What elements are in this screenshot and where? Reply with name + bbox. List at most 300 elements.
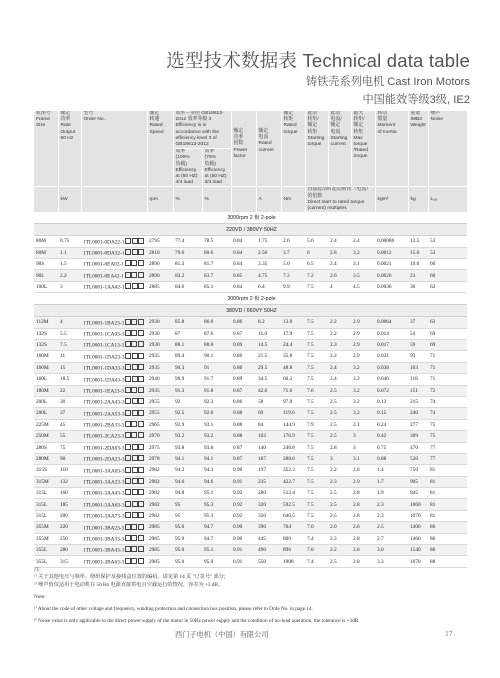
cell-value: 2890 [149, 272, 160, 279]
cell-value: 2965 [149, 421, 160, 428]
cell-value: 445 [258, 535, 266, 542]
cell-value: 2982 [149, 512, 160, 519]
table-cell [351, 328, 375, 339]
cell-value: 5.6 [307, 238, 314, 245]
order-code-placeholder-box [125, 524, 131, 530]
cell-value: 71 [430, 376, 436, 383]
table-cell [202, 476, 231, 487]
cell-value: 95.0 [175, 535, 185, 542]
table-cell [281, 522, 305, 533]
table-cell [173, 431, 202, 442]
cell-value: 55 [60, 433, 66, 440]
table-cell [58, 385, 81, 396]
table-cell [256, 499, 281, 510]
table-cell [351, 270, 375, 281]
cell-value: 95.1 [204, 490, 214, 497]
table-cell [305, 408, 328, 419]
table-cell [58, 419, 81, 430]
cell-value: 97.0 [283, 399, 293, 406]
cell-value: 84 [258, 421, 264, 428]
cell-value: 2810 [149, 249, 160, 256]
cell-value: 95.3 [204, 501, 214, 508]
cell-value: 355L [36, 547, 48, 554]
cell-value: 160 [60, 490, 68, 497]
cell-value: 90.1 [204, 353, 214, 360]
table-cell [428, 510, 467, 521]
cell-value: 71.6 [283, 387, 293, 394]
cell-value: 280S [36, 444, 47, 451]
table-cell [173, 556, 202, 567]
cell-value: 0.86 [233, 319, 243, 326]
cell-value: 355M [36, 535, 49, 542]
table-cell [147, 476, 173, 487]
cell-value: 2935 [149, 364, 160, 371]
table-cell [231, 442, 256, 453]
table-cell [173, 522, 202, 533]
table-cell [34, 351, 58, 362]
table-cell [351, 533, 375, 544]
table-cell [351, 556, 375, 567]
table-cell [375, 328, 408, 339]
table-cell [408, 545, 428, 556]
table-cell [58, 556, 81, 567]
cell-value: 88.1 [175, 342, 185, 349]
cell-value: 81 [430, 501, 436, 508]
table-cell [281, 351, 305, 362]
col-efficiency-three-quarter-load: 效率 (75% 负载) Efficiency at (50 HZ) 3/4 load [202, 149, 231, 187]
cell-value: 520 [410, 455, 418, 462]
unit-cell: % [202, 187, 231, 212]
order-code-placeholder-box [138, 558, 144, 564]
table-cell [231, 431, 256, 442]
cell-value: 2985 [149, 558, 160, 565]
table-cell [328, 488, 351, 499]
table-cell [281, 259, 305, 270]
order-code-placeholder-box [125, 489, 131, 495]
cell-value: 0.85 [233, 272, 243, 279]
cell-value: 88.8 [204, 342, 214, 349]
table-cell [81, 317, 147, 328]
cell-value: 92 [175, 399, 181, 406]
cell-value: 94.7 [204, 535, 214, 542]
table-cell [173, 247, 202, 258]
table-cell [231, 545, 256, 556]
technical-data-table [34, 111, 468, 568]
table-cell [305, 362, 328, 373]
cell-value: 86.6 [204, 319, 214, 326]
table-cell [256, 431, 281, 442]
table-cell [173, 476, 202, 487]
table-cell [375, 488, 408, 499]
table-cell [281, 488, 305, 499]
table-cell [58, 247, 81, 258]
table-cell [256, 442, 281, 453]
table-cell [58, 431, 81, 442]
cell-value: 78.5 [204, 238, 214, 245]
cell-value: 86 [430, 524, 436, 531]
table-cell [351, 362, 375, 373]
table-cell [428, 270, 467, 281]
cell-value: 0.90 [233, 535, 243, 542]
cell-value: 90S [36, 261, 45, 268]
table-cell [351, 499, 375, 510]
cell-value: 91.8 [204, 387, 214, 394]
table-cell [305, 385, 328, 396]
table-cell [58, 259, 81, 270]
cell-value: 1.9 [377, 490, 384, 497]
cell-value: 3.2 [353, 399, 360, 406]
table-cell [305, 247, 328, 258]
table-cell [328, 396, 351, 407]
table-cell [58, 281, 81, 292]
cell-value: 180M [36, 387, 49, 394]
cell-value: 1TL0001-3BA43-3 [83, 547, 125, 554]
table-cell [305, 339, 328, 350]
cell-value: 2885 [149, 283, 160, 290]
table-cell [428, 533, 467, 544]
cell-value: 0.75 [60, 238, 70, 245]
cell-value: 1TL0001-3BA33-3 [83, 536, 125, 543]
table-cell [328, 465, 351, 476]
cell-value: 2890 [149, 261, 160, 268]
order-code-placeholder-box [131, 535, 137, 541]
col-weight: 重量 IMB3 Weight [408, 111, 428, 187]
cell-value: 2795 [149, 238, 160, 245]
table-cell [281, 499, 305, 510]
table-cell [428, 236, 467, 247]
section-voltage: 380VD / 660VY 50HZ [34, 305, 467, 317]
cell-value: 69 [430, 330, 436, 337]
table-cell [147, 488, 173, 499]
table-cell [256, 339, 281, 350]
table-cell [147, 362, 173, 373]
table-cell [34, 510, 58, 521]
cell-value: 225M [36, 421, 49, 428]
table-cell [351, 247, 375, 258]
table-cell [375, 270, 408, 281]
cell-value: 0.89 [233, 342, 243, 349]
cell-value: 2.5 [330, 512, 337, 519]
cell-value: 95.0 [175, 547, 185, 554]
table-cell [281, 465, 305, 476]
cell-value: 1TL0001-3AA43-3 [83, 490, 125, 497]
cell-value: 7.5 [307, 455, 314, 462]
table-cell [375, 556, 408, 567]
cell-value: 7.5 [307, 467, 314, 474]
order-code-placeholder-box [138, 535, 144, 541]
cell-value: 1TL0001-3BA23-3 [83, 525, 125, 532]
table-cell [34, 236, 58, 247]
cell-value: 315L [36, 512, 48, 519]
table-cell [34, 488, 58, 499]
cell-value: 2982 [149, 490, 160, 497]
table-cell [231, 351, 256, 362]
cell-value: 2.6 [353, 524, 360, 531]
table-cell [81, 556, 147, 567]
table-cell [147, 545, 173, 556]
table-cell [281, 419, 305, 430]
table-cell [408, 351, 428, 362]
table-cell [351, 488, 375, 499]
cell-value: 0.91 [233, 478, 243, 485]
cell-value: 0.046 [377, 376, 389, 383]
cell-value: 2.2 [330, 330, 337, 337]
table-cell [147, 317, 173, 328]
table-cell [281, 476, 305, 487]
cell-value: 1070 [410, 512, 421, 519]
cell-value: 6.4 [258, 283, 265, 290]
table-row [34, 408, 467, 419]
cell-value: 2955 [149, 410, 160, 417]
cell-value: 102 [258, 433, 266, 440]
cell-value: 88 [430, 558, 436, 565]
table-cell [281, 453, 305, 464]
cell-value: 94.8 [175, 490, 185, 497]
cell-value: 470 [410, 444, 418, 451]
table-cell [173, 259, 202, 270]
table-cell [305, 465, 328, 476]
cell-value: 390 [258, 524, 266, 531]
cell-value: 309 [410, 433, 418, 440]
table-cell [428, 374, 467, 385]
table-cell [375, 510, 408, 521]
cell-value: 2985 [149, 524, 160, 531]
cell-value: 37 [60, 410, 66, 417]
cell-value: 905 [410, 478, 418, 485]
table-cell [351, 351, 375, 362]
cell-value: 2.50 [258, 249, 268, 256]
order-code-placeholder-box [125, 283, 131, 289]
order-code-placeholder-box [125, 238, 131, 244]
cell-value: 11 [60, 353, 66, 360]
table-cell [147, 510, 173, 521]
cell-value: 1008 [283, 558, 294, 565]
cell-value: 69 [430, 342, 436, 349]
table-cell [34, 556, 58, 567]
cell-value: 3.0 [377, 547, 384, 554]
table-cell [428, 442, 467, 453]
cell-value: 2.6 [353, 467, 360, 474]
cell-value: 91 [204, 364, 210, 371]
order-code-placeholder-box [131, 319, 137, 325]
cell-value: 19.0 [410, 261, 420, 268]
cell-value: 197 [258, 467, 266, 474]
cell-value: 2.6 [330, 272, 337, 279]
cell-value: 48.8 [283, 364, 293, 371]
cell-value: 315S [36, 467, 47, 474]
cell-value: 42.0 [258, 387, 268, 394]
order-code-placeholder-box [125, 341, 131, 347]
table-cell [351, 259, 375, 270]
table-cell [58, 408, 81, 419]
cell-value: 2.3 [377, 501, 384, 508]
table-cell [328, 453, 351, 464]
table-cell [81, 281, 147, 292]
order-code-placeholder-box [131, 330, 137, 336]
table-cell [256, 522, 281, 533]
table-cell [428, 328, 467, 339]
table-cell [81, 499, 147, 510]
table-cell [375, 499, 408, 510]
table-cell [58, 236, 81, 247]
table-cell [256, 510, 281, 521]
table-cell [34, 362, 58, 373]
table-cell [408, 453, 428, 464]
cell-value: 94.7 [204, 524, 214, 531]
cell-value: 7.5 [307, 364, 314, 371]
table-cell [281, 408, 305, 419]
unit-cell [81, 187, 147, 212]
cell-value: 315L [36, 490, 48, 497]
cell-value: 512.4 [283, 490, 295, 497]
table-cell [281, 236, 305, 247]
order-code-placeholder-box [125, 272, 131, 278]
table-cell [202, 351, 231, 362]
cell-value: 2.5 [330, 501, 337, 508]
cell-value: 2.8 [330, 249, 337, 256]
cell-value: 95.0 [204, 558, 214, 565]
table-cell [281, 374, 305, 385]
table-cell [81, 533, 147, 544]
cell-value: 2.5 [377, 524, 384, 531]
table-row [34, 396, 467, 407]
cell-value: 1TL0001-0EA02-1 [83, 261, 124, 268]
cell-value: 3.7 [283, 249, 290, 256]
table-cell [173, 236, 202, 247]
table-cell [328, 419, 351, 430]
table-cell [305, 533, 328, 544]
cell-value: 90L [36, 272, 45, 279]
cell-value: 2930 [149, 330, 160, 337]
table-cell [81, 259, 147, 270]
order-code-placeholder-box [138, 455, 144, 461]
order-code-placeholder-box [125, 410, 131, 416]
cell-value: 0.84 [233, 238, 243, 245]
table-cell [281, 396, 305, 407]
cell-value: 118 [410, 376, 418, 383]
table-cell [202, 419, 231, 430]
table-cell [256, 465, 281, 476]
cell-value: 37 [410, 319, 416, 326]
order-code-placeholder-box [125, 432, 131, 438]
table-cell [256, 488, 281, 499]
table-cell [305, 270, 328, 281]
cell-value: 3.2 [353, 249, 360, 256]
cell-value: 1TL0001-1DA33-3 [83, 365, 125, 372]
cell-value: 77 [430, 444, 436, 451]
table-cell [231, 317, 256, 328]
cell-value: 119.6 [283, 410, 295, 417]
order-code-placeholder-box [138, 501, 144, 507]
cell-value: 1TL0001-3AA23-3 [83, 479, 125, 486]
table-cell [231, 465, 256, 476]
table-cell [147, 408, 173, 419]
table-cell [173, 465, 202, 476]
table-cell [328, 259, 351, 270]
cell-value: 2.9 [353, 353, 360, 360]
cell-value: 1TL0001-2AA53-3 [83, 411, 125, 418]
table-cell [281, 247, 305, 258]
order-code-placeholder-box [132, 455, 138, 461]
table-cell [173, 396, 202, 407]
cell-value: 2.8 [353, 558, 360, 565]
table-cell [428, 351, 467, 362]
table-cell [375, 545, 408, 556]
table-cell [81, 510, 147, 521]
cell-value: 2.2 [60, 272, 67, 279]
table-cell [202, 556, 231, 567]
order-code-placeholder-box [132, 283, 138, 289]
cell-value: 77 [430, 455, 436, 462]
table-cell [281, 317, 305, 328]
cell-value: 95.3 [204, 512, 214, 519]
cell-value: 144.9 [283, 421, 295, 428]
cell-value: 94.3 [204, 467, 214, 474]
table-cell [351, 339, 375, 350]
cell-value: 800 [283, 535, 291, 542]
table-cell [231, 510, 256, 521]
order-code-placeholder-box [125, 501, 131, 507]
note-en-1: ¹⁾ About the code of other voltage and frequency, winding protection and connection box position, please refer to Orde No. in page 14. [34, 606, 313, 613]
cell-value: 350 [258, 512, 266, 519]
table-cell [328, 236, 351, 247]
table-row [34, 522, 467, 533]
cell-value: 15 [60, 364, 66, 371]
order-code-placeholder-box [131, 546, 137, 552]
table-cell [256, 247, 281, 258]
cell-value: 1540 [410, 547, 421, 554]
table-cell [202, 522, 231, 533]
cell-value: 1TL0001-2AA43-3 [83, 399, 125, 406]
order-code-placeholder-box [132, 410, 138, 416]
table-row [34, 351, 467, 362]
section-pole-row [34, 212, 467, 224]
cell-value: 0.0064 [377, 319, 392, 326]
cell-value: 90 [60, 455, 66, 462]
table-cell [202, 374, 231, 385]
cell-value: 2.5 [330, 421, 337, 428]
cell-value: 62 [430, 283, 436, 290]
table-row [34, 328, 467, 339]
cell-value: 0.88 [233, 421, 243, 428]
cell-value: 280 [60, 547, 68, 554]
cell-value: 151 [410, 387, 418, 394]
cell-value: 0.014 [377, 330, 389, 337]
cell-value: 22 [60, 387, 66, 394]
cell-value: 7.5 [307, 399, 314, 406]
table-cell [173, 488, 202, 499]
table-row [34, 385, 467, 396]
table-row [34, 270, 467, 281]
cell-value: 3.2 [353, 376, 360, 383]
cell-value: 0.15 [377, 410, 387, 417]
cell-value: 63 [430, 319, 436, 326]
cell-value: 60 [430, 272, 436, 279]
cell-value: 0.88 [377, 455, 387, 462]
table-cell [408, 510, 428, 521]
cell-value: 23 [410, 272, 416, 279]
order-code-placeholder-box [125, 467, 131, 473]
unit-cell: % [173, 187, 202, 212]
cell-value: 1.75 [258, 238, 268, 245]
cell-value: 200 [60, 512, 68, 519]
order-code-placeholder-box [125, 330, 131, 336]
unit-cell: kgm² [375, 187, 408, 212]
table-cell [34, 431, 58, 442]
section-voltage-row [34, 305, 467, 317]
cell-value: 1TL0001-1AA42-1 [83, 284, 125, 291]
table-cell [351, 317, 375, 328]
